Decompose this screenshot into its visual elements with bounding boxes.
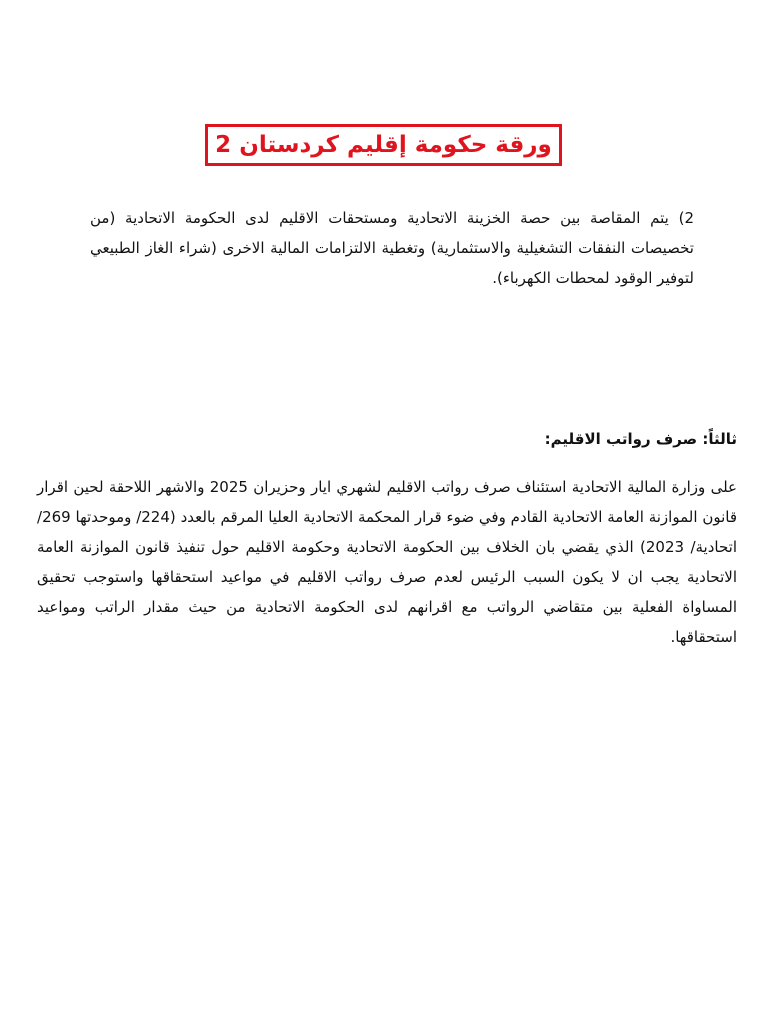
item-2-text: يتم المقاصة بين حصة الخزينة الاتحادية ومستحقات الاقليم لدى الحكومة الاتحادية (من تخصيصات النفقات التشغيلية والاستثمارية) وتغطية الالتزامات المالية الاخرى (شراء الغاز الطبيعي لتوفير الوقود لمحطات الكهرباء). — [90, 209, 694, 287]
item-2-number: 2) — [678, 209, 694, 227]
section-3-heading: ثالثاً: صرف رواتب الاقليم: — [544, 430, 737, 448]
document-title: ورقة حكومة إقليم كردستان 2 — [215, 131, 552, 158]
item-2-paragraph — [90, 203, 694, 293]
section-3-paragraph: على وزارة المالية الاتحادية استئناف صرف رواتب الاقليم لشهري ايار وحزيران 2025 والاشهر اللاحقة لحين اقرار قانون الموازنة العامة الاتحادية القادم وفي ضوء قرار المحكمة الاتحادية العليا المرقم بالعدد (224/ وموحدتها 269/ اتحادية/ 2023) الذي يقضي بان الخلاف بين الحكومة الاتحادية وحكومة الاقليم حول تنفيذ قانون الموازنة العامة الاتحادية يجب ان لا يكون السبب الرئيس لعدم صرف رواتب الاقليم في مواعيد استحقاقها واستوجب تحقيق المساواة الفعلية بين متقاضي الرواتب مع اقرانهم لدى الحكومة الاتحادية من حيث مقدار الراتب ومواعيد استحقاقها. — [37, 478, 737, 646]
title-box — [205, 124, 562, 166]
